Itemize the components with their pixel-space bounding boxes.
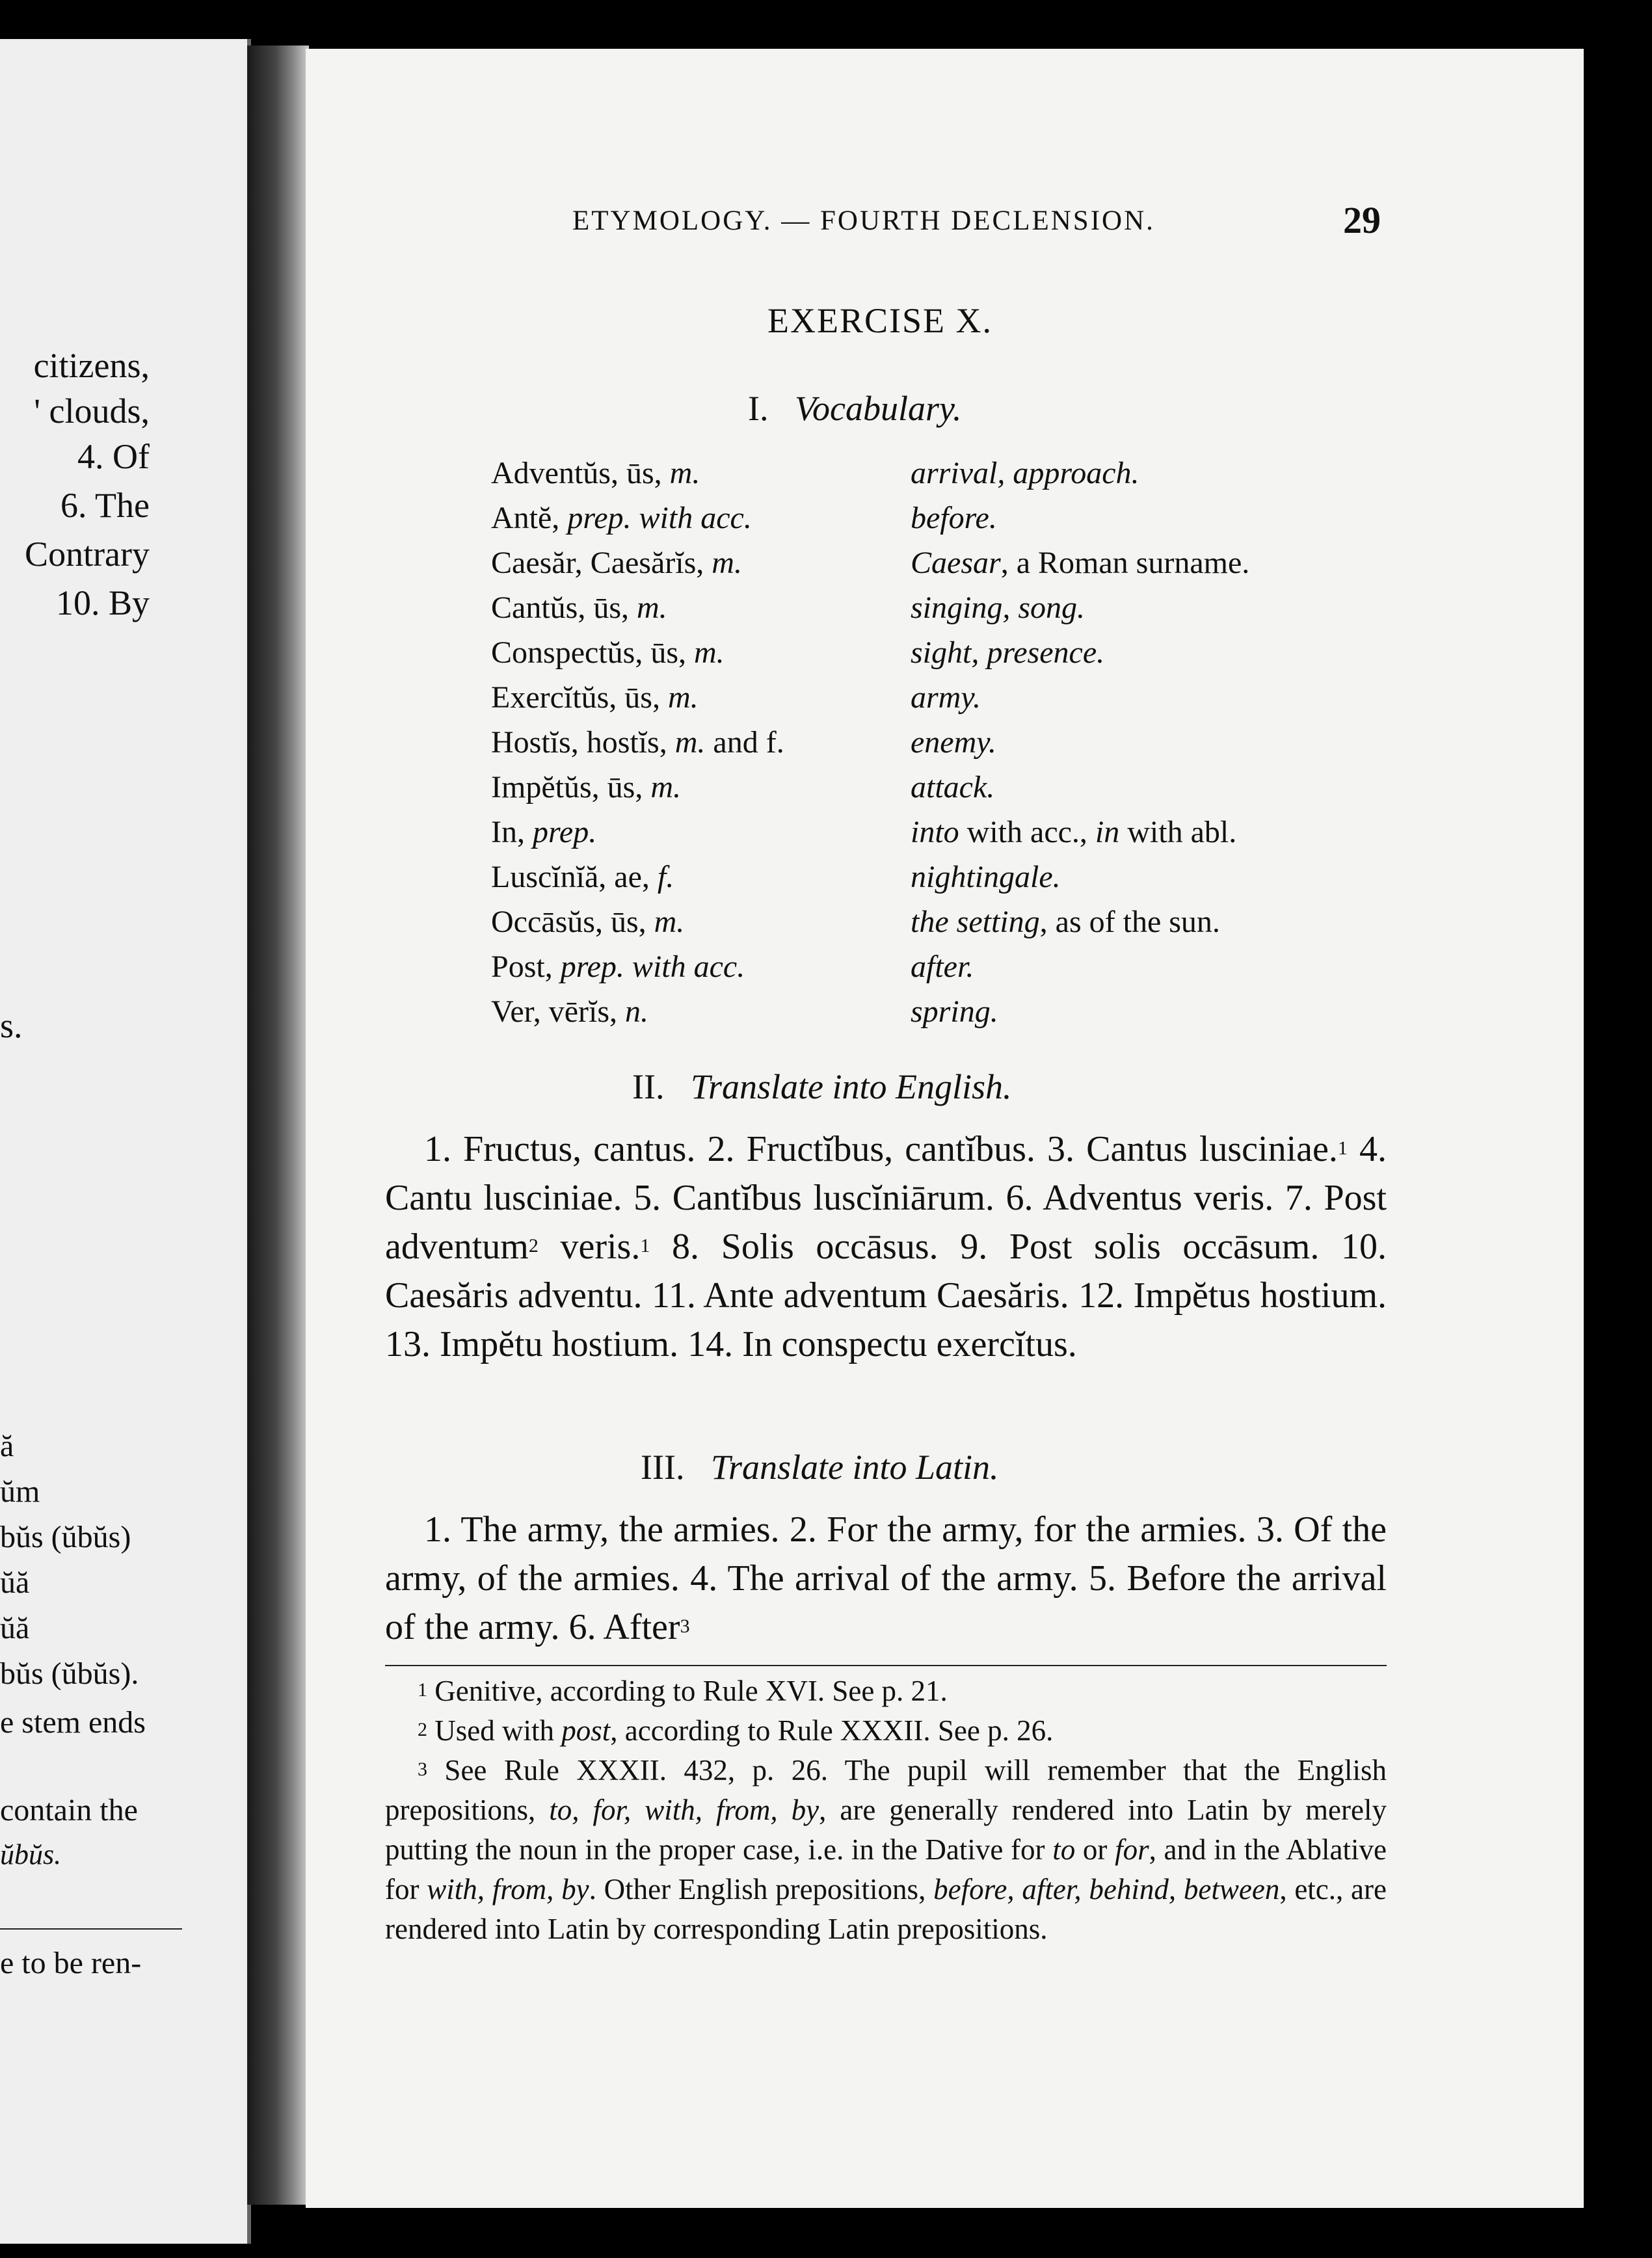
section-title: Translate into English. [690, 1067, 1012, 1106]
footnotes [385, 1671, 1387, 1949]
left-line-15: contain the [0, 1793, 138, 1827]
vocab-english-5: sight, presence. [911, 635, 1105, 670]
page-number: 29 [1343, 199, 1381, 241]
left-footnote-rule [0, 1928, 182, 1930]
vocab-latin-8: Impĕtŭs, ūs, m. [491, 770, 681, 804]
left-line-6: 10. By [55, 583, 150, 622]
section-english-heading [632, 1067, 1012, 1107]
left-line-13: bŭs (ŭbŭs). [0, 1656, 139, 1691]
vocab-latin-3: Caesăr, Caesărĭs, m. [491, 546, 742, 580]
section-number: III. [641, 1448, 685, 1487]
footnote-3: $^3$ See Rule XXXII. 432, p. 26. The pupil will remember that the English prepositions, to, for, with, from, by, are generally rendered into Latin by merely putting the noun in the proper case, i.e. in the Dative for to or for, and in the Ablative for with, from, by. Other English prepositions, before, after, behind, between, etc., are rendered into Latin by corresponding Latin prepositions. [385, 1754, 1387, 1945]
section-vocabulary-heading [748, 388, 961, 429]
vocab-latin-12: Post, prep. with acc. [491, 950, 745, 984]
vocab-english-12: after. [911, 950, 974, 984]
footnote-1: $^1$ Genitive, according to Rule XVI. See p. 21. [418, 1675, 948, 1707]
left-line-12: ŭă [0, 1611, 30, 1645]
vocab-english-1: arrival, approach. [911, 456, 1139, 490]
left-line-9: ŭm [0, 1474, 40, 1509]
left-line-4: 6. The [60, 486, 150, 525]
vocab-english-3: Caesar, a Roman surname. [911, 546, 1250, 580]
left-line-5: Contrary [25, 535, 150, 574]
left-line-1: citizens, [33, 346, 150, 385]
vocab-english-7: enemy. [911, 725, 996, 760]
left-line-2: ' clouds, [34, 392, 150, 431]
left-line-11: ŭă [0, 1565, 30, 1600]
vocab-latin-7: Hostĭs, hostĭs, m. and f. [491, 725, 784, 760]
vocab-latin-1: Adventŭs, ūs, m. [491, 456, 700, 490]
left-line-3: 4. Of [77, 437, 150, 476]
vocab-english-8: attack. [911, 770, 995, 804]
footnote-ref: 3 [680, 1615, 690, 1637]
section-latin-heading [641, 1447, 999, 1487]
vocab-english-10: nightingale. [911, 860, 1061, 894]
vocab-english-13: spring. [911, 994, 998, 1029]
vocab-latin-13: Ver, vērĭs, n. [491, 994, 649, 1029]
footnote-2: $^2$ Used with post, according to Rule XXXII. See p. 26. [418, 1714, 1054, 1747]
vocab-latin-11: Occāsŭs, ūs, m. [491, 905, 685, 939]
footnote-ref: 1 [1337, 1137, 1348, 1159]
running-head: ETYMOLOGY. — FOURTH DECLENSION. [572, 206, 1155, 236]
left-line-7: s. [0, 1006, 23, 1045]
footnote-ref: 1 [640, 1235, 650, 1256]
section-number: II. [632, 1067, 665, 1106]
book-gutter-shadow [247, 46, 309, 2205]
footnote-ref: 2 [528, 1235, 539, 1256]
left-line-14: e stem ends [0, 1705, 146, 1740]
vocab-latin-5: Conspectŭs, ūs, m. [491, 635, 725, 670]
vocab-latin-9: In, prep. [491, 815, 597, 849]
exercise-latin-paragraph: 1. The army, the armies. 2. For the army, for the armies. 3. Of the army, of the armies. 4. The arrival of the army. 5. Before the arrival of the army. 6. After$^3$ [385, 1509, 1387, 1647]
vocab-latin-10: Luscĭnĭă, ae, f. [491, 860, 674, 894]
left-line-8: ă [0, 1429, 14, 1463]
section-number: I. [748, 389, 769, 428]
exercise-english-paragraph: 1. Fructus, cantus. 2. Fructĭbus, cantĭbus. 3. Cantus lusciniae.$^1$ 4. Cantu lusciniae. 5. Cantĭbus luscĭniārum. 6. Adventus veris. 7. Post adventum$^2$ veris.$^1$ 8. Solis occāsus. 9. Post solis occāsum. 10. Caesăris adventu. 11. Ante adventum Caesăris. 12. Impĕtus hostium. 13. Impĕtu hostium. 14. In conspectu exercĭtus. [385, 1129, 1387, 1364]
vocab-latin-4: Cantŭs, ūs, m. [491, 591, 667, 625]
vocab-english-6: army. [911, 680, 981, 715]
vocab-english-9: into with acc., in with abl. [911, 815, 1237, 849]
scan-right-border [1593, 0, 1652, 2258]
left-line-17: e to be ren- [0, 1946, 142, 1980]
vocab-latin-6: Exercĭtŭs, ūs, m. [491, 680, 699, 715]
vocab-latin-2: Antĕ, prep. with acc. [491, 501, 752, 535]
section-title: Vocabulary. [794, 389, 962, 428]
left-page-fragment [0, 39, 251, 2244]
left-line-16: ŭbŭs. [0, 1839, 62, 1870]
vocab-english-4: singing, song. [911, 591, 1086, 625]
left-line-10: bŭs (ŭbŭs) [0, 1520, 131, 1554]
footnote-rule [385, 1665, 1387, 1666]
exercise-title: EXERCISE X. [767, 301, 993, 340]
vocab-english-11: the setting, as of the sun. [911, 905, 1220, 939]
vocab-english-2: before. [911, 501, 997, 535]
section-title: Translate into Latin. [710, 1448, 999, 1487]
